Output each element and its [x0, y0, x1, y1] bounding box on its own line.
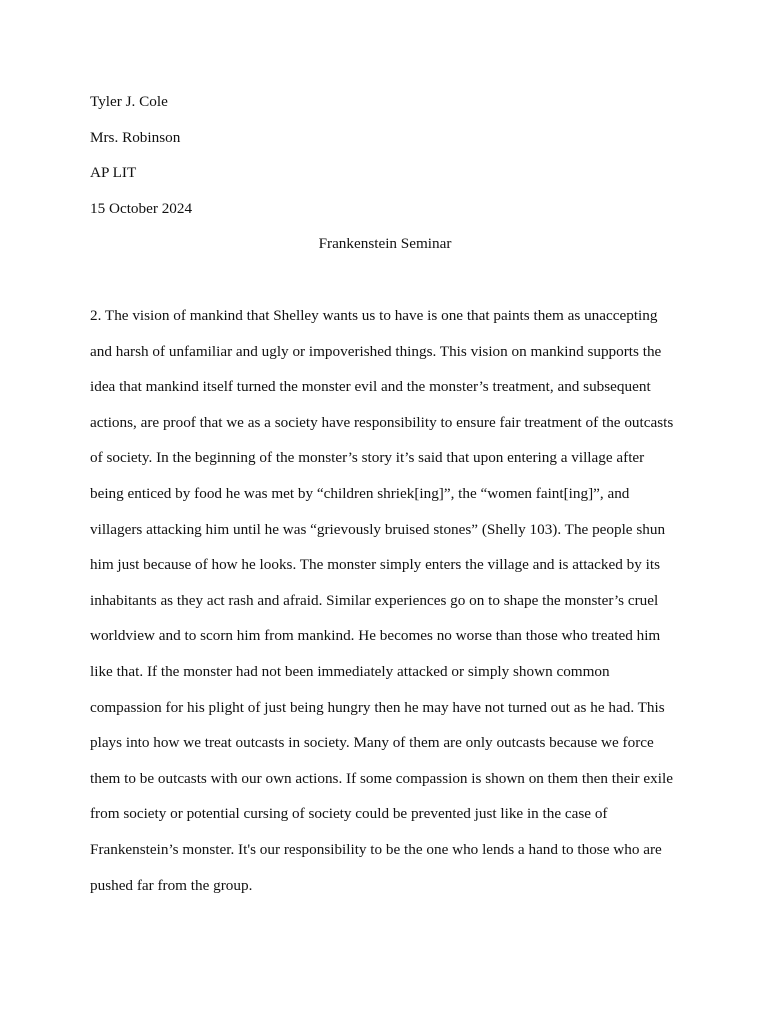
body-line: like that. If the monster had not been immediately attacked or simply shown common: [90, 662, 610, 680]
course-name: AP LIT: [90, 164, 137, 182]
body-line: pushed far from the group.: [90, 876, 253, 894]
body-line: from society or potential cursing of society could be prevented just like in the case of: [90, 805, 608, 823]
body-line: 2. The vision of mankind that Shelley wants us to have is one that paints them as unaccepting: [90, 307, 658, 324]
body-line: idea that mankind itself turned the monster evil and the monster’s treatment, and subsequent: [90, 378, 651, 396]
teacher-name: Mrs. Robinson: [90, 128, 181, 146]
body-line: worldview and to scorn him from mankind. He becomes no worse than those who treated him: [90, 627, 661, 645]
body-line: plays into how we treat outcasts in society. Many of them are only outcasts because we force: [90, 734, 654, 752]
essay-body: [90, 304, 680, 909]
body-line: Frankenstein’s monster. It's our responsibility to be the one who lends a hand to those who are: [90, 840, 662, 858]
body-line: them to be outcasts with our own actions. If some compassion is shown on them then their exile: [90, 769, 673, 787]
body-line: villagers attacking him until he was “grievously bruised stones” (Shelly 103). The people shun: [90, 520, 666, 538]
document-title: Frankenstein Seminar: [318, 235, 452, 253]
body-line: and harsh of unfamiliar and ugly or impoverished things. This vision on mankind supports the: [90, 342, 662, 360]
author-name: Tyler J. Cole: [90, 93, 168, 110]
document-date: 15 October 2024: [90, 199, 193, 217]
body-line: compassion for his plight of just being hungry then he may have not turned out as he had. This: [90, 698, 665, 716]
body-line: of society. In the beginning of the monster’s story it’s said that upon entering a village after: [90, 449, 645, 467]
body-line: actions, are proof that we as a society have responsibility to ensure fair treatment of the outcasts: [90, 413, 674, 431]
body-line: being enticed by food he was met by “children shriek[ing]”, the “women faint[ing]”, and: [90, 484, 630, 502]
mla-heading: [90, 90, 680, 268]
body-line: him just because of how he looks. The monster simply enters the village and is attacked by its: [90, 556, 660, 574]
body-line: inhabitants as they act rash and afraid. Similar experiences go on to shape the monster’s cruel: [90, 591, 659, 609]
